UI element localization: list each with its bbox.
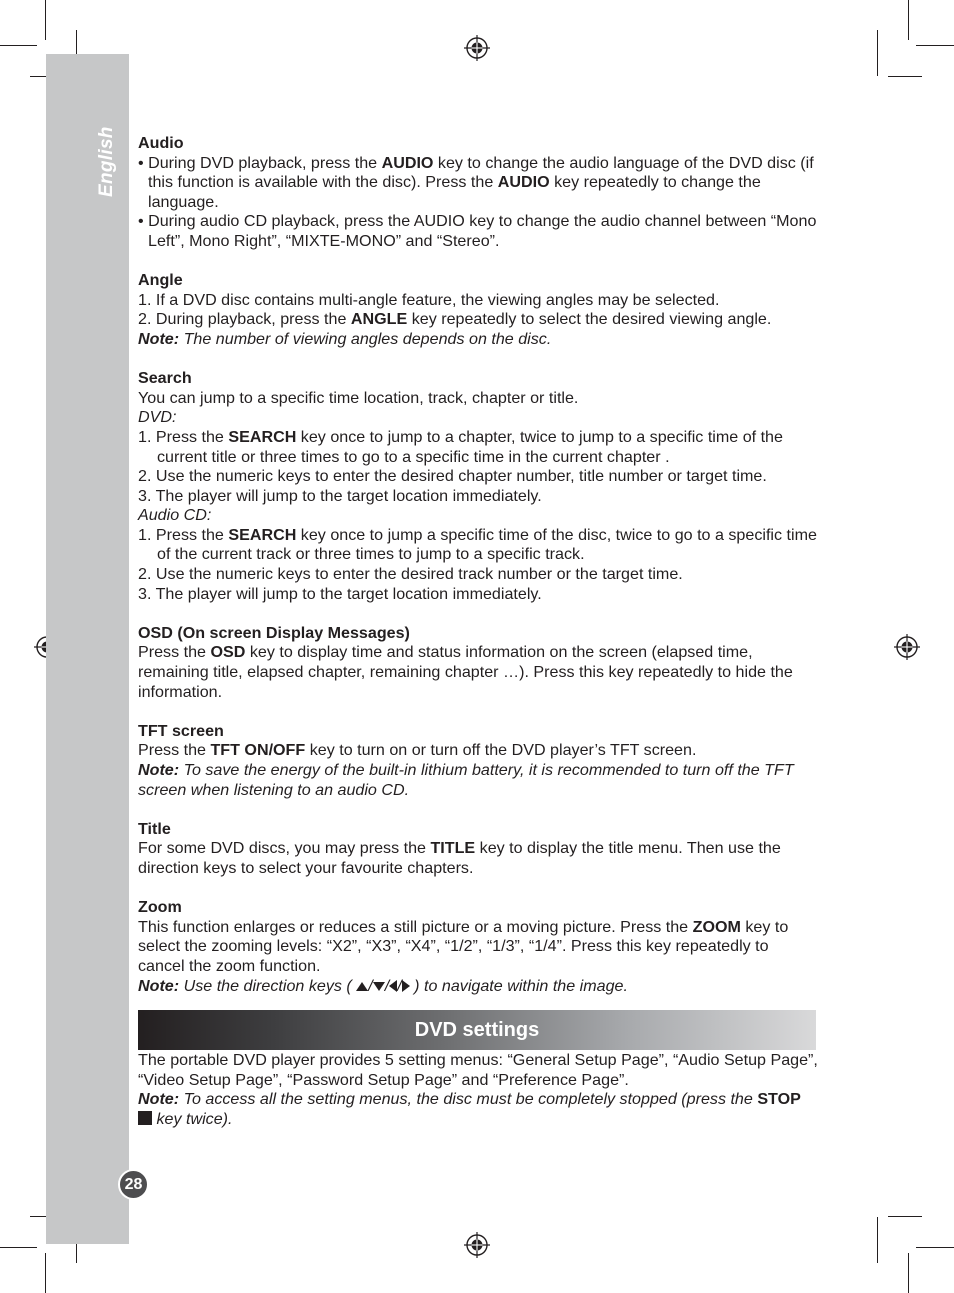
note: Note: To save the energy of the built-in lithium battery, it is recommended to turn off the TFT screen when listening to an audio CD. [138, 761, 794, 799]
key-name: AUDIO [497, 173, 550, 192]
paragraph: This function enlarges or reduces a still picture or a moving picture. Press the ZOOM key to select the zooming levels: “X2”, “X3”, “X4”, “1/2”, “1/3”, “1/4”. Press this key repeatedly to cancel the zoom function. [138, 917, 789, 975]
dvd-settings-section [138, 1051, 818, 1129]
section-heading: TFT screen [138, 721, 224, 740]
key-name: AUDIO [381, 153, 434, 172]
paragraph: Press the TFT ON/OFF key to turn on or turn off the DVD player’s TFT screen. [138, 741, 697, 760]
left-arrow-icon [389, 980, 397, 992]
key-name: TITLE [430, 839, 476, 858]
key-name: STOP [757, 1090, 801, 1109]
paragraph: Press the OSD key to display time and status information on the screen (elapsed time, remaining title, elapsed chapter, remaining chapter …). Press this key repeatedly to hide the information. [138, 643, 793, 701]
registration-mark-icon [464, 1232, 490, 1258]
paragraph: You can jump to a specific time location, track, chapter or title. [138, 388, 579, 407]
key-name: ANGLE [350, 310, 408, 329]
down-arrow-icon [373, 982, 385, 991]
page-number: 28 [118, 1169, 149, 1200]
paragraph: The portable DVD player provides 5 setting menus: “General Setup Page”, “Audio Setup Page”, “Video Setup Page”, “Password Setup Page” and “Preference Page”. [138, 1051, 818, 1089]
key-name: SEARCH [228, 525, 297, 544]
bullet-item: • During DVD playback, press the AUDIO key to change the audio language of the DVD disc (if this function is available with the disc). Press the AUDIO key repeatedly to change the language. [138, 153, 814, 211]
banner-title: DVD settings [414, 1018, 540, 1041]
subheading-audio-cd: Audio CD: [138, 506, 212, 525]
osd-section [138, 624, 818, 702]
note-label: Note: [138, 976, 180, 995]
key-name: TFT ON/OFF [210, 741, 306, 760]
section-heading: Zoom [138, 898, 182, 917]
key-name: OSD [210, 643, 246, 662]
registration-mark-icon [894, 634, 920, 660]
dvd-settings-banner [138, 1010, 816, 1050]
note-label: Note: [138, 329, 180, 348]
audio-section [138, 134, 818, 252]
title-section [138, 820, 818, 879]
registration-mark-icon [464, 35, 490, 61]
note-label: Note: [138, 761, 180, 779]
subheading-dvd: DVD: [138, 408, 177, 427]
language-sidebar [46, 54, 129, 1244]
numbered-item: 2. During playback, press the ANGLE key repeatedly to select the desired viewing angle. [138, 310, 772, 329]
manual-content [138, 134, 818, 1016]
section-heading: Angle [138, 271, 183, 290]
numbered-item: 1. Press the SEARCH key once to jump a specific time of the disc, twice to go to a specific time of the current track or three times to jump to a specific track. [138, 525, 817, 564]
angle-section [138, 271, 818, 349]
tft-section [138, 722, 818, 800]
key-name: SEARCH [228, 427, 297, 446]
paragraph: For some DVD discs, you may press the TITLE key to display the title menu. Then use the direction keys to select your favourite chapters. [138, 839, 781, 877]
section-heading: Title [138, 819, 171, 838]
note: Note: To access all the setting menus, the disc must be completely stopped (press the STOP key twice). [138, 1090, 801, 1128]
zoom-section [138, 898, 818, 996]
search-section [138, 369, 818, 604]
note: Note: Use the direction keys ( / / / ) to navigate within the image. [138, 976, 628, 995]
numbered-item: 2. Use the numeric keys to enter the desired track number or the target time. [138, 565, 683, 584]
numbered-item: 2. Use the numeric keys to enter the desired chapter number, title number or target time. [138, 467, 767, 486]
key-name: ZOOM [692, 917, 741, 936]
note: Note: The number of viewing angles depends on the disc. [138, 329, 552, 348]
bullet-item: • During audio CD playback, press the AUDIO key to change the audio channel between “Mono Left”, Mono Right”, “MIXTE-MONO” and “Stereo”. [138, 212, 817, 250]
numbered-item: 1. If a DVD disc contains multi-angle feature, the viewing angles may be selected. [138, 290, 720, 309]
section-heading: OSD (On screen Display Messages) [138, 623, 410, 642]
up-arrow-icon [356, 982, 368, 991]
right-arrow-icon [402, 980, 410, 992]
numbered-item: 3. The player will jump to the target location immediately. [138, 486, 542, 505]
stop-square-icon [138, 1111, 152, 1125]
numbered-item: 1. Press the SEARCH key once to jump to a chapter, twice to jump to a specific time of the current title or three times to go to a specific time in the current chapter . [138, 427, 783, 466]
numbered-item: 3. The player will jump to the target location immediately. [138, 584, 542, 603]
language-tab: English [96, 126, 117, 197]
note-label: Note: [138, 1090, 180, 1109]
section-heading: Search [138, 369, 192, 388]
section-heading: Audio [138, 134, 184, 152]
